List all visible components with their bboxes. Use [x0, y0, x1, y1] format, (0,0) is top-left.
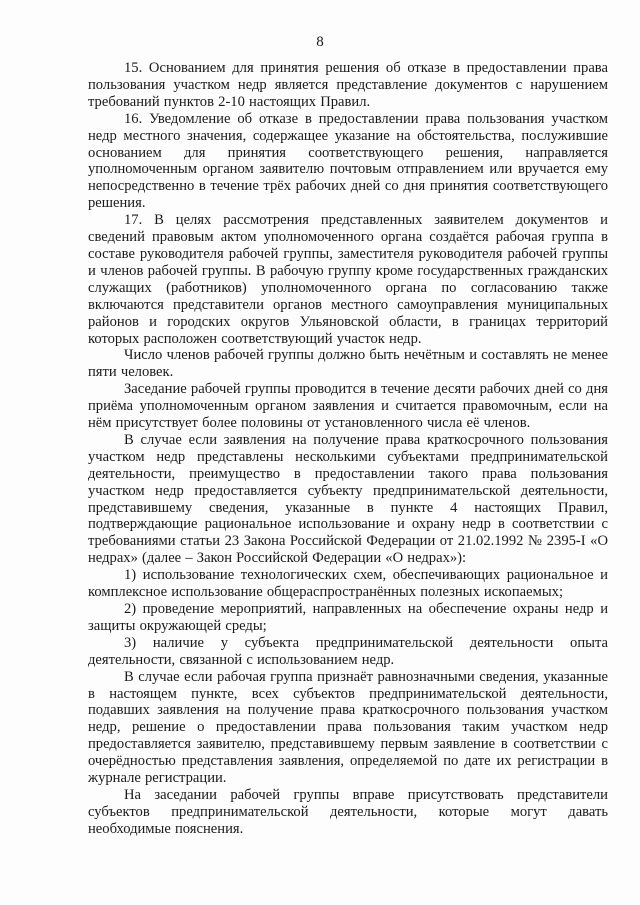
paragraph-point-17: 17. В целях рассмотрения представленных заявителем документов и сведений правовым актом уполномоченного органа создаётся рабочая группа в составе руководителя рабочей группы, заместителя руководителя рабочей группы и членов рабочей группы. В рабочую группу кроме государственных гражданских служащих (работников) уполномоченного органа по согласованию также включаются представители органов местного самоуправления муниципальных районов и городских округов Ульяновской области, в границах территорий которых расположен соответствующий участок недр. [88, 212, 608, 347]
paragraph-point-15: 15. Основанием для принятия решения об отказе в предоставлении права пользования участком недр является представление документов с нарушением требований пунктов 2-10 настоящих Правил. [88, 60, 608, 110]
paragraph-meeting-quorum: Заседание рабочей группы проводится в течение десяти рабочих дней со дня приёма уполномоченным органом заявления и считается правомочным, если на нём присутствует более половины от установленного числа её членов. [88, 381, 608, 432]
paragraph-group-size: Число членов рабочей группы должно быть нечётным и составлять не менее пяти человек. [88, 347, 608, 381]
paragraph-representatives: На заседании рабочей группы вправе присутствовать представители субъектов предпринимательской деятельности, которые могут давать необходимые пояснения. [88, 786, 608, 837]
page-number: 8 [316, 34, 324, 50]
list-item-1: 1) использование технологических схем, обеспечивающих рациональное и комплексное использование общераспространённых полезных ископаемых; [88, 567, 608, 601]
paragraph-multiple-applicants: В случае если заявления на получение права краткосрочного пользования участком недр представлены несколькими субъектами предпринимательской деятельности, преимущество в предоставлении такого права пользования участком недр предоставляется субъекту предпринимательской деятельности, представившему сведения, указанные в пункте 4 настоящих Правил, подтверждающие рациональное использование и охрану недр в соответствии с требованиями статьи 23 Закона Российской Федерации от 21.02.1992 № 2395-I «О недрах» (далее – Закон Российской Федерации «О недрах»): [88, 431, 608, 567]
paragraph-equal-applicants: В случае если рабочая группа признаёт равнозначными сведения, указанные в настоящем пункте, всех субъектов предпринимательской деятельности, подавших заявления на получение права краткосрочного пользования участком недр, решение о предоставлении права пользования таким участком недр предоставляется заявителю, представившему первым заявление в соответствии с очерёдностью представления заявления, определяемой по дате их регистрации в журнале регистрации. [88, 668, 608, 787]
paragraph-point-16: 16. Уведомление об отказе в предоставлении права пользования участком недр местного значения, содержащее указание на обстоятельства, послужившие основанием для принятия соответствующего решения, направляется уполномоченным органом заявителю почтовым отправлением или вручается ему непосредственно в течение трёх рабочих дней со дня принятия соответствующего решения. [88, 110, 608, 212]
list-item-3: 3) наличие у субъекта предпринимательской деятельности опыта деятельности, связанной с использованием недр. [88, 634, 608, 668]
list-item-2: 2) проведение мероприятий, направленных на обеспечение охраны недр и защиты окружающей среды; [88, 601, 608, 634]
document-body [88, 60, 608, 838]
